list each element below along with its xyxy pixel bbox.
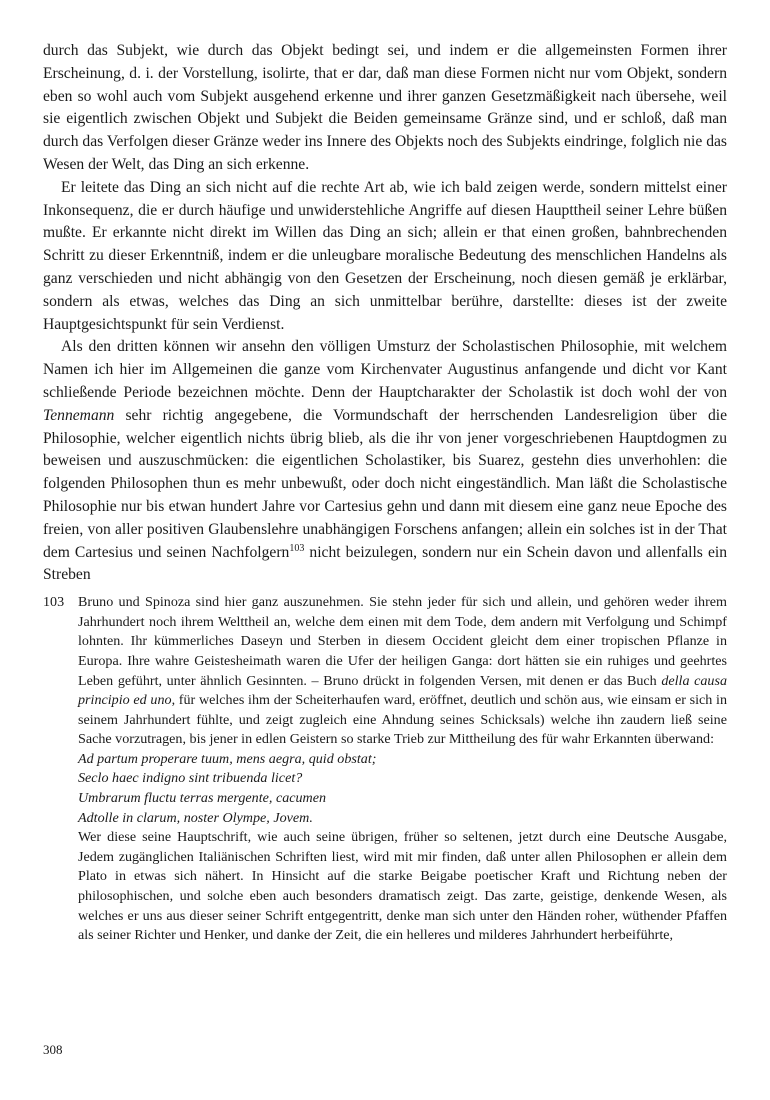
verse-line-4: Adtolle in clarum, noster Olympe, Jovem. — [78, 809, 313, 826]
footnote-paragraph-2: Wer diese seine Hauptschrift, wie auch seine übrigen, früher so seltenen, jetzt durch eine Deutsche Ausgabe, Jedem zugänglichen Italiänischen Schriften liest, wird mit mir finden, daß unter allen Philosophen er allein dem Plato in etwas sich nähert. In Hinsicht auf die starke Beigabe poetischer Kraft und Richtung neben der philosophischen, und solche eben auch besonders dramatisch zeigt. Das zarte, geistige, denkende Wesen, als welches er uns aus dieser seiner Schrift entgegentritt, denke man sich unter den Händen roher, wüthender Pfaffen als seiner Richter und Henker, und danke der Zeit, die ein helleres und milderes Jahrhundert herbeiführte, — [78, 829, 727, 944]
name-tennemann: Tennemann — [43, 406, 115, 424]
paragraph-3-text-a: Als den dritten können wir ansehn den völligen Umsturz der Scholastischen Philosophie, mit welchem Namen ich hier im Allgemeinen die ganze vom Kirchenvater Augustinus anfangende und dicht vor Kant schließende Periode bezeichnen möchte. Denn der Hauptcharakter der Scholastik ist doch wohl der von — [43, 338, 727, 401]
main-text — [43, 40, 727, 587]
verse-line-2: Seclo haec indigno sint tribuenda licet? — [78, 770, 303, 787]
paragraph-3-text-b: sehr richtig angegebene, die Vormundschaft der herrschenden Landesreligion über die Philosophie, welcher eigentlich nichts übrig blieb, als die ihr von jener vorgeschriebenen Hauptdogmen zu beweisen und auszuschmücken: die eigentlichen Scholastiker, bis Suarez, gestehn dies unverhohlen: die folgenden Philosophen thun es mehr unbewußt, oder doch nicht eingeständlich. Man läßt die Scholastische Philosophie nur bis etwan hundert Jahre vor Cartesius gehn und dann mit diesem eine ganz neue Epoche des freien, von aller positiven Glaubenslehre unabhängigen Forschens anfangen; allein ein solches ist in der That dem Cartesius und seinen Nachfolgern — [43, 406, 727, 561]
page-number: 308 — [43, 1042, 63, 1057]
footnote-text-2: , für welches ihm der Scheiterhaufen ward, eröffnet, deutlich und schön aus, wie einsam er sich in seinem Jahrhundert fühlte, und zeigt zugleich eine Ahndung seines Schicksals) welche ihn zaudern ließ seine Sache vorzutragen, bis jener in edlen Geistern so starke Trieb zur Mittheilung des für wahr Erkannten überwand: — [78, 692, 727, 748]
footnote-103 — [43, 593, 727, 946]
footnote-reference[interactable]: 103 — [289, 542, 305, 554]
footnote-number: 103 — [43, 594, 65, 611]
book-title: della causa principio ed uno — [78, 672, 727, 709]
page — [43, 40, 727, 946]
footnote-body — [78, 593, 727, 946]
footnote-text-1: Bruno und Spinoza sind hier ganz auszunehmen. Sie stehn jeder für sich und allein, und gehören weder ihrem Jahrhundert noch ihrem Welttheil an, welche dem einen mit dem Tode, dem andern mit Verfolgung und Schimpf lohnten. Ihr kümmerliches Daseyn und Sterben in diesem Occident gleicht dem einer tropischen Pflanze in Europa. Ihre wahre Geistesheimath waren die Ufer der heiligen Ganga: dort hätten sie ein ruhiges und geehrtes Leben geführt, unter ähnlich Gesinnten. – Bruno drückt in folgenden Versen, mit denen er das Buch — [78, 594, 727, 689]
paragraph-2: Er leitete das Ding an sich nicht auf die rechte Art ab, wie ich bald zeigen werde, sondern mittelst einer Inkonsequenz, die er durch häufige und unwiderstehliche Angriffe auf diesen Haupttheil seiner Lehre büßen mußte. Er erkannte nicht direkt im Willen das Ding an sich; allein er that einen großen, bahnbrechenden Schritt zu dieser Erkenntniß, indem er die unleugbare moralische Bedeutung des menschlichen Handelns als ganz verschieden und nicht abhängig von den Gesetzen der Erscheinung, noch diesen gemäß je erklärbar, sondern als etwas, welches das Ding an sich unmittelbar berühre, darstellte: dieses ist der zweite Hauptgesichtspunkt für sein Verdienst. — [43, 178, 727, 333]
paragraph-3-text-c: nicht beizulegen, sondern nur ein Schein davon und allenfalls ein Streben — [43, 543, 727, 584]
footnote-paragraph-1 — [78, 593, 727, 750]
paragraph-3 — [43, 336, 727, 587]
verse-line-1: Ad partum properare tuum, mens aegra, quid obstat; — [78, 750, 377, 767]
paragraph-1: durch das Subjekt, wie durch das Objekt bedingt sei, und indem er die allgemeinsten Formen ihrer Erscheinung, d. i. der Vorstellung, isolirte, that er dar, daß man diese Formen nicht nur vom Objekt, sondern eben so wohl auch vom Subjekt ausgehend erkenne und ihrer ganzen Gesetzmäßigkeit nach übersehe, weil sie eigentlich zwischen Objekt und Subjekt die Beiden gemeinsame Gränze sind, und er schloß, daß man durch das Verfolgen dieser Gränze weder ins Innere des Objekts noch des Subjekts eindringe, folglich nie das Wesen der Welt, das Ding an sich erkenne. — [43, 42, 727, 173]
verse-line-3: Umbrarum fluctu terras mergente, cacumen — [78, 790, 327, 807]
